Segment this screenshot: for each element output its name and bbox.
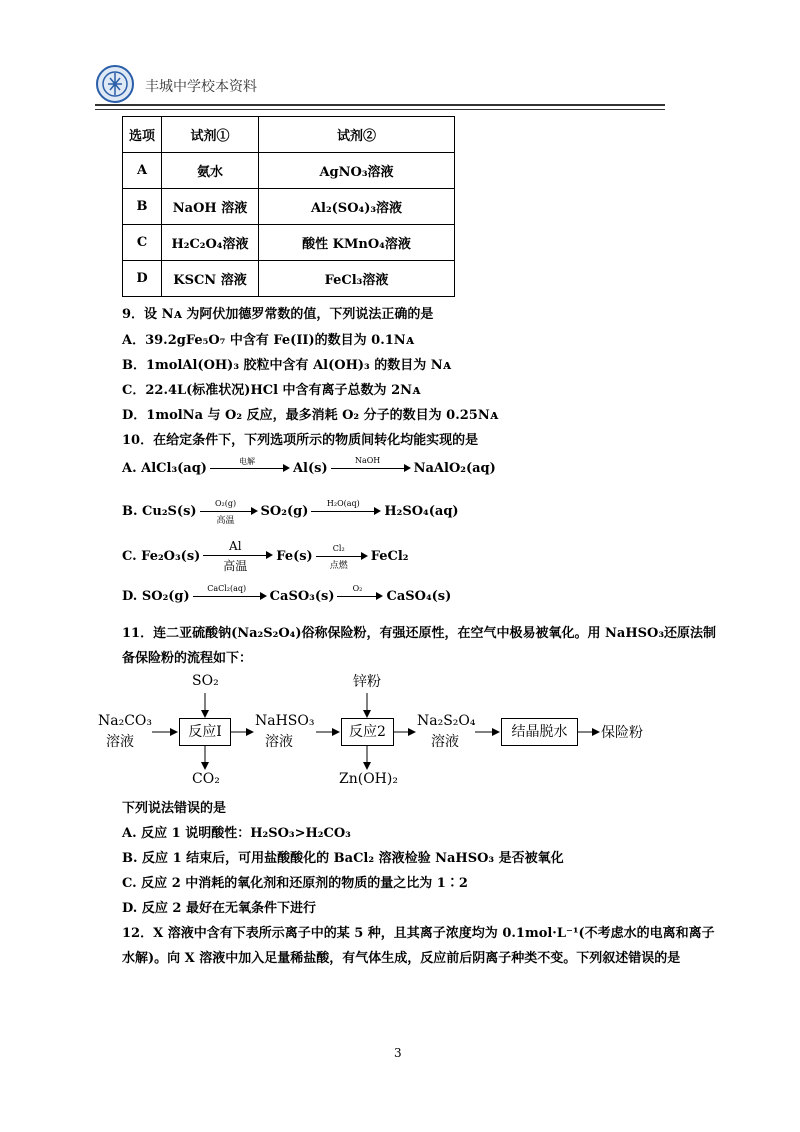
table-header-cell: 试剂①	[162, 117, 259, 153]
reactant: C. Fe₂O₃(s)	[122, 548, 201, 564]
table-row	[123, 261, 455, 297]
process-flow-diagram	[95, 665, 695, 795]
flow-intermediate-2: Na₂S₂O₄	[417, 713, 476, 729]
q11-prompt: 下列说法错误的是	[122, 801, 227, 816]
table-cell: Al₂(SO₄)₃溶液	[259, 189, 455, 225]
arrow-condition-top: NaOH	[354, 456, 381, 465]
table-row	[123, 225, 455, 261]
header-rule	[95, 104, 665, 106]
flow-input-so2: SO₂	[192, 673, 219, 689]
table-cell: C	[123, 225, 162, 261]
arrow-condition-bottom: 高温	[216, 516, 235, 526]
flow-input-zinc: 锌粉	[353, 674, 381, 690]
arrow-condition-top: Cl₂	[332, 544, 345, 553]
flow-start-reagent: Na₂CO₃	[98, 713, 153, 729]
reaction-arrow	[203, 541, 273, 571]
table-row	[123, 189, 455, 225]
arrow-condition-top: O₂	[352, 584, 363, 593]
arrow-condition-top: CaCl₂(aq)	[207, 584, 247, 593]
q9-option-c: C．22.4L(标准状况)HCl 中含有离子总数为 2Nᴀ	[122, 383, 421, 398]
q12-line1: 12．X 溶液中含有下表所示离子中的某 5 种，且其离子浓度均为 0.1mol·L⁻¹(不考虑水的电离和离子	[122, 926, 715, 941]
flow-box-reaction-1: 反应Ⅰ	[179, 718, 231, 746]
flow-start-label: 溶液	[106, 734, 134, 750]
arrow-condition-top: 电解	[238, 457, 255, 466]
flow-box-reaction-2: 反应2	[341, 718, 394, 746]
table-cell: 酸性 KMnO₄溶液	[259, 225, 455, 261]
q12-line2: 水解)。向 X 溶液中加入足量稀盐酸，有气体生成，反应前后阴离子种类不变。下列叙述错误的是	[122, 951, 681, 966]
flow-box-crystallize: 结晶脱水	[501, 718, 578, 746]
intermediate: SO₂(g)	[260, 503, 309, 519]
flow-output-co2: CO₂	[192, 771, 220, 787]
reaction-arrow	[200, 499, 258, 526]
reagent-table	[122, 116, 455, 297]
table-cell: D	[123, 261, 162, 297]
arrow-condition-top: H₂O(aq)	[326, 499, 360, 508]
flow-intermediate-1-label: 溶液	[265, 734, 293, 750]
reaction-arrow	[210, 456, 290, 480]
arrow-condition-bottom: 点燃	[329, 561, 348, 571]
flow-end-product: 保险粉	[601, 725, 643, 741]
flow-intermediate-1: NaHSO₃	[255, 713, 315, 729]
q11-option-b: B. 反应 1 结束后，可用盐酸酸化的 BaCl₂ 溶液检验 NaHSO₃ 是否被氧化	[122, 851, 564, 866]
q10-option-d	[122, 584, 451, 608]
q11-stem-line1: 11．连二亚硫酸钠(Na₂S₂O₄)俗称保险粉，有强还原性，在空气中极易被氧化。用 NaHSO₃还原法制	[122, 626, 717, 641]
q9-option-d: D．1molNa 与 O₂ 反应，最多消耗 O₂ 分子的数目为 0.25Nᴀ	[122, 408, 499, 423]
reactant: A. AlCl₃(aq)	[122, 460, 207, 476]
flow-output-zn-oh2: Zn(OH)₂	[339, 771, 398, 787]
q10-option-c	[122, 541, 409, 571]
q10-option-b	[122, 499, 459, 526]
reaction-arrow	[337, 584, 383, 608]
q11-stem-line2: 备保险粉的流程如下：	[122, 651, 253, 666]
table-cell: H₂C₂O₄溶液	[162, 225, 259, 261]
product: FeCl₂	[370, 548, 409, 564]
reaction-arrow	[193, 584, 267, 608]
table-row	[123, 153, 455, 189]
q11-option-a: A. 反应 1 说明酸性：H₂SO₃>H₂CO₃	[122, 826, 351, 841]
table-cell: B	[123, 189, 162, 225]
table-cell: NaOH 溶液	[162, 189, 259, 225]
intermediate: Al(s)	[292, 460, 328, 476]
table-header-cell: 试剂②	[259, 117, 455, 153]
intermediate: Fe(s)	[276, 548, 313, 564]
q9-option-a: A．39.2gFe₅O₇ 中含有 Fe(II)的数目为 0.1Nᴀ	[122, 333, 415, 348]
header-rule-thin	[95, 109, 665, 110]
table-cell: A	[123, 153, 162, 189]
flow-intermediate-2-label: 溶液	[431, 734, 459, 750]
page-number: 3	[394, 1046, 402, 1060]
q11-option-c: C. 反应 2 中消耗的氧化剂和还原剂的物质的量之比为 1∶2	[122, 876, 468, 891]
product: CaSO₄(s)	[386, 588, 452, 604]
reaction-arrow	[316, 544, 368, 571]
table-cell: FeCl₃溶液	[259, 261, 455, 297]
arrow-condition-top: Al	[229, 539, 242, 553]
reactant: D. SO₂(g)	[122, 588, 190, 604]
reactant: B. Cu₂S(s)	[122, 503, 197, 519]
table-cell: AgNO₃溶液	[259, 153, 455, 189]
reaction-arrow	[331, 456, 411, 480]
product: H₂SO₄(aq)	[384, 503, 459, 519]
table-cell: 氨水	[162, 153, 259, 189]
q9-stem: 9．设 Nᴀ 为阿伏加德罗常数的值，下列说法正确的是	[122, 307, 434, 322]
school-logo	[95, 64, 135, 104]
intermediate: CaSO₃(s)	[269, 588, 335, 604]
q11-option-d: D. 反应 2 最好在无氧条件下进行	[122, 901, 316, 916]
reaction-arrow	[311, 499, 381, 523]
q9-option-b: B．1molAl(OH)₃ 胶粒中含有 Al(OH)₃ 的数目为 Nᴀ	[122, 358, 451, 373]
q10-option-a	[122, 456, 496, 480]
table-cell: KSCN 溶液	[162, 261, 259, 297]
product: NaAlO₂(aq)	[413, 460, 496, 476]
q10-stem: 10．在给定条件下，下列选项所示的物质间转化均能实现的是	[122, 433, 479, 448]
arrow-condition-top: O₂(g)	[214, 499, 237, 508]
table-header-cell: 选项	[123, 117, 162, 153]
arrow-condition-bottom: 高温	[223, 559, 248, 573]
header-title: 丰城中学校本资料	[145, 79, 257, 95]
table-header-row	[123, 117, 455, 153]
